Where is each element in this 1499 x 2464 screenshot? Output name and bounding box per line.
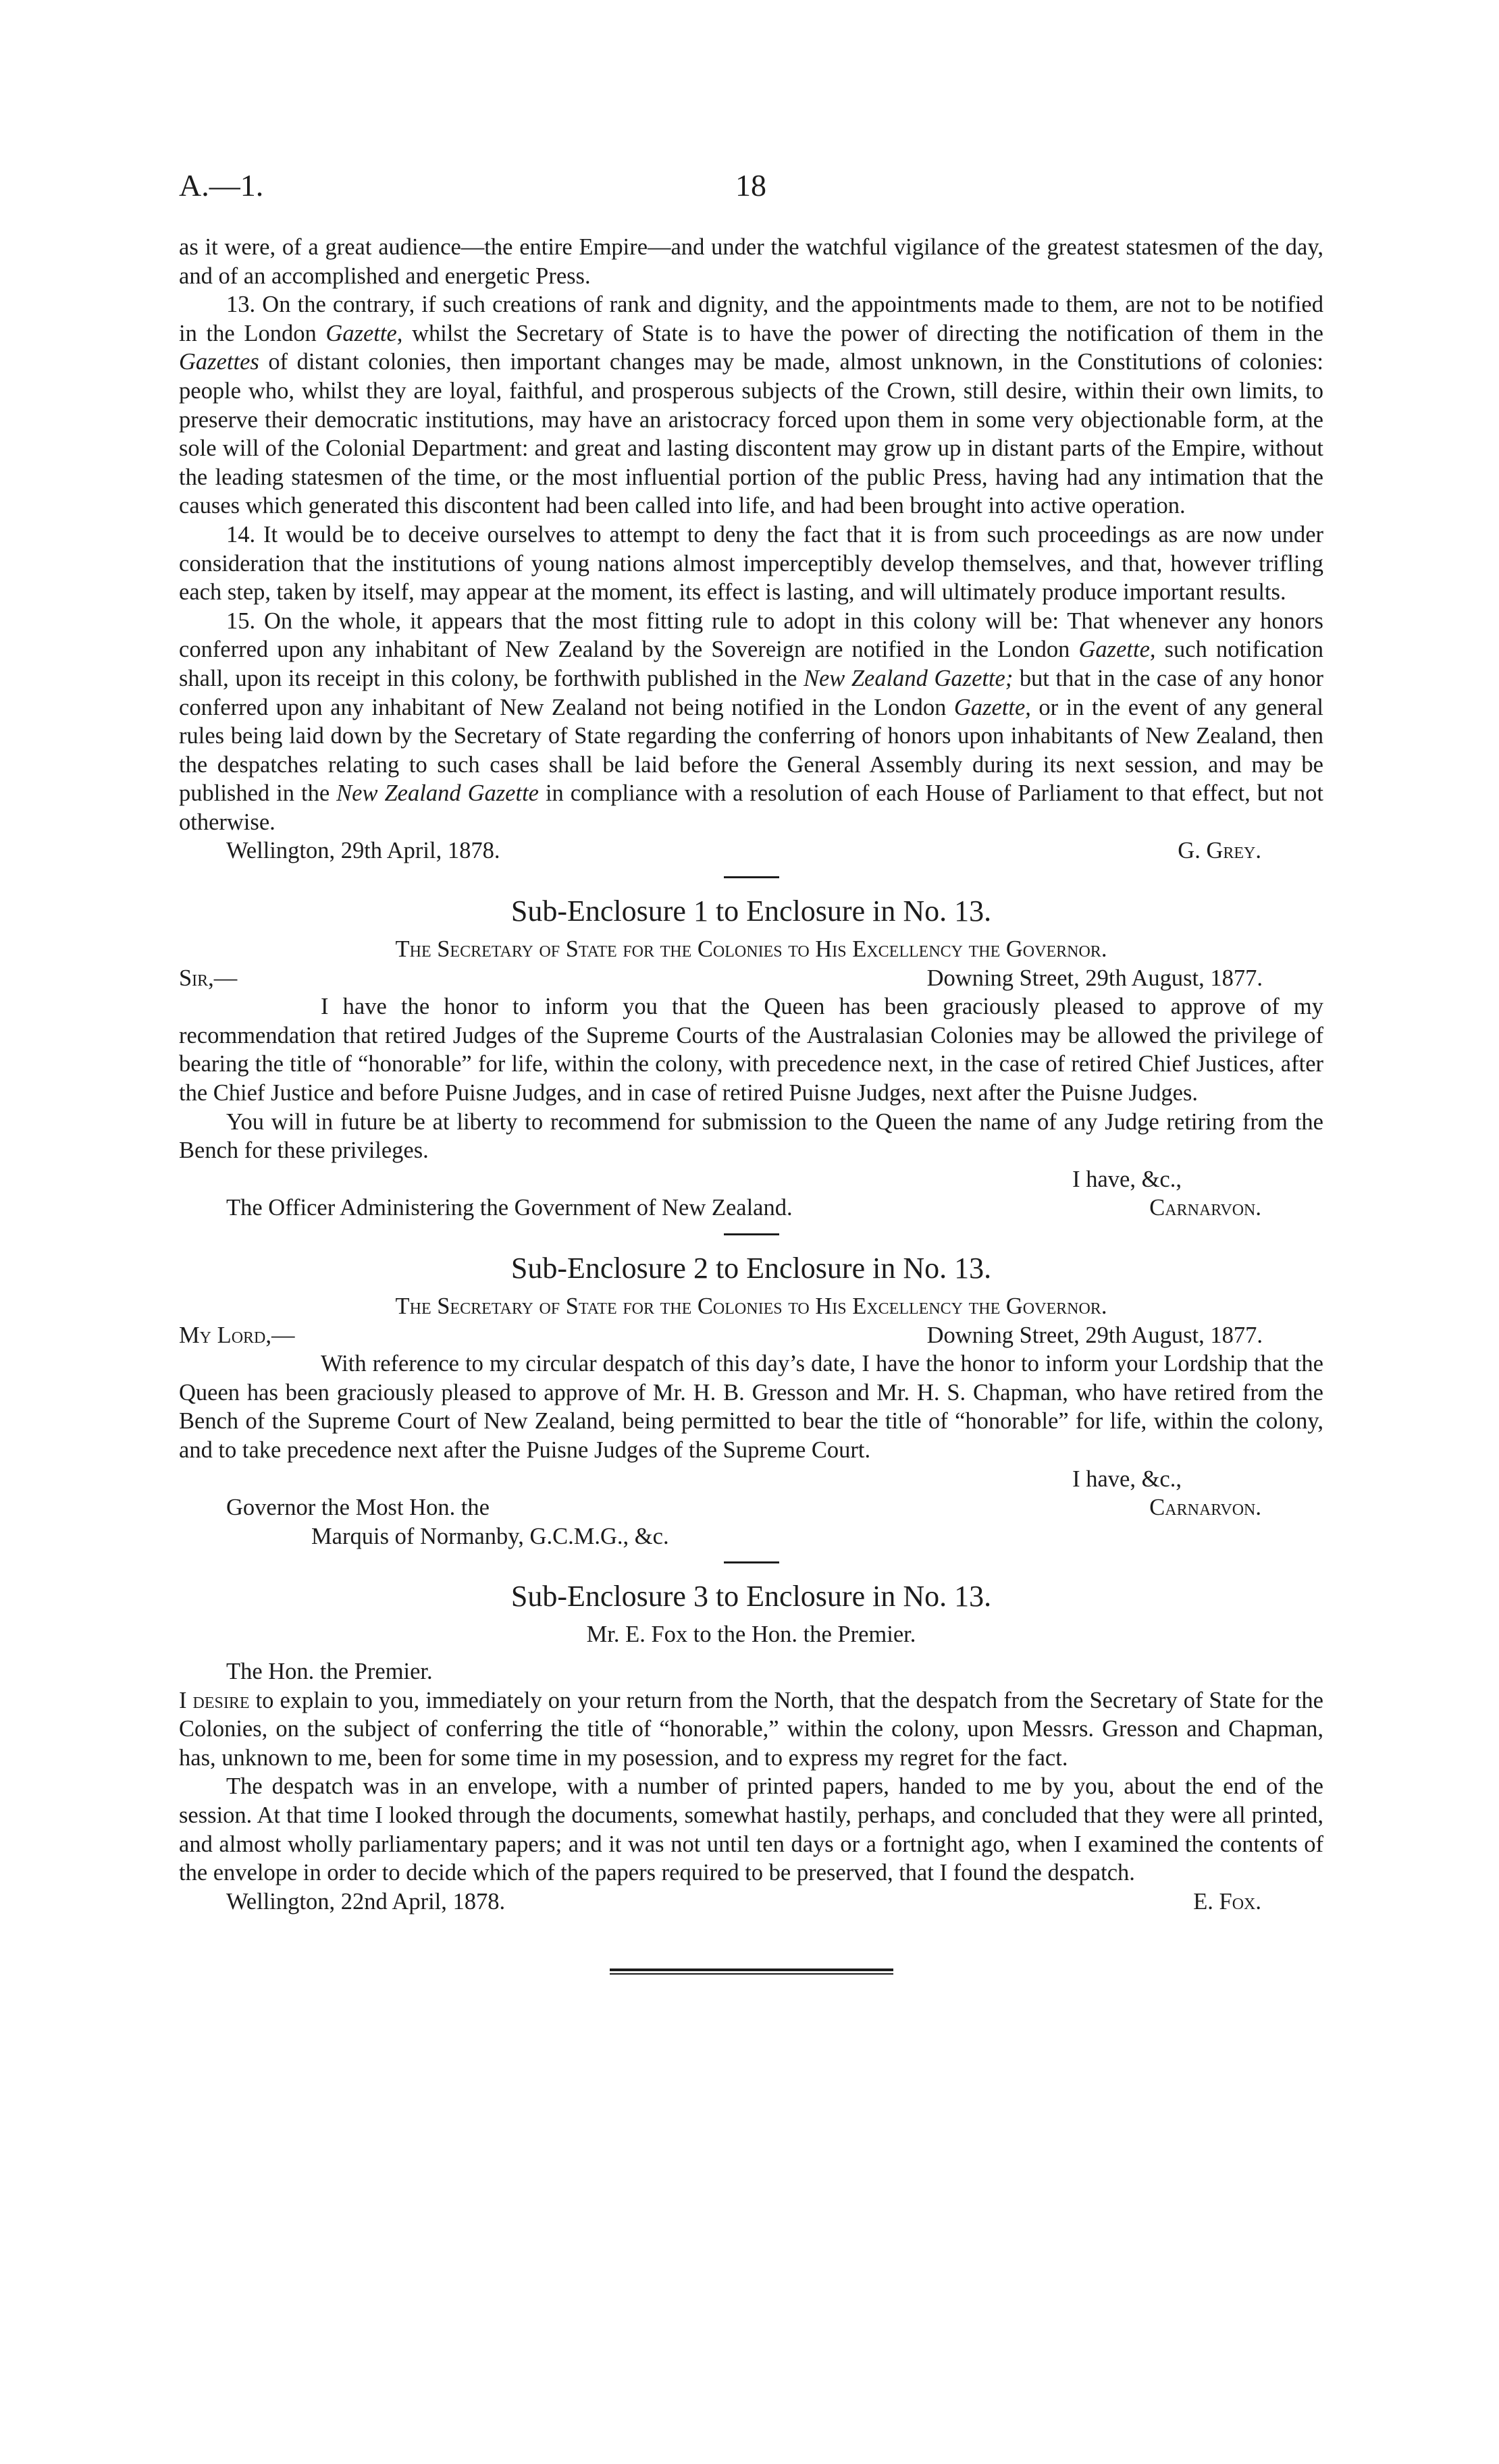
sub-enclosure-1-closing: I have, &c., — [1072, 1166, 1182, 1192]
document-reference: A.—1. — [179, 168, 264, 203]
sub-enclosure-3-dateline — [179, 1887, 1323, 1917]
sub-enclosure-2-sign-row — [179, 1493, 1323, 1522]
sub-enclosure-1-address-date: Downing Street, 29th August, 1877. — [926, 965, 1263, 991]
sub-enclosure-2-addressee-line-1: Governor the Most Hon. the — [226, 1495, 490, 1521]
sub-enclosure-1-salutation: Sir,— — [179, 965, 238, 991]
sub-enclosure-3-from-to: Mr. E. Fox to the Hon. the Premier. — [586, 1622, 916, 1648]
sub-enclosure-2-from-to: The Secretary of State for the Colonies to His Excellency the Governor. — [395, 1293, 1107, 1319]
page-header — [179, 167, 1323, 208]
section-divider — [724, 1233, 779, 1235]
memo-signature: G. Grey. — [1178, 838, 1261, 864]
sub-enclosure-2-closing: I have, &c., — [1072, 1466, 1182, 1492]
memo-place-date: Wellington, 29th April, 1878. — [226, 838, 500, 864]
sub-enclosure-2-heading: Sub-Enclosure 2 to Enclosure in No. 13. — [510, 1252, 992, 1285]
memo-dateline — [179, 836, 1323, 865]
sub-enclosure-2-salutation-row — [179, 1321, 1323, 1350]
sub-enclosure-3-paragraph-2: The despatch was in an envelope, with a number of printed papers, handed to me by you, about the end of the session. At that time I looked through the documents, somewhat hastily, perhaps, and concluded that they were all printed, and almost wholly parliamentary papers; and it was not until ten days or a fortnight ago, when I examined the contents of the envelope in order to decide which of the papers required to be preserved, that I found the despatch. — [179, 1773, 1323, 1886]
sub-enclosure-2-address-date: Downing Street, 29th August, 1877. — [926, 1322, 1263, 1348]
sub-enclosure-3-addressee: The Hon. the Premier. — [226, 1658, 433, 1684]
memo-paragraph-13: 13. On the contrary, if such creations of rank and dignity, and the appointments made to them, are not to be notified in the London Gazette, whilst the Secretary of State is to have the power of directing the notification of them in the Gazettes of distant colonies, then important changes may be made, almost unknown, in the Constitutions of colonies: people who, whilst they are loyal, faithful, and prosperous subjects of the Crown, still desire, within their own limits, to preserve their democratic institutions, may have an aristocracy forced upon them in some very objectionable form, at the sole will of the Colonial Department: and great and lasting discontent may grow up in distant parts of the Empire, without the leading statesmen of the time, or the most influential portion of the public Press, having had any intimation that the causes which generated this discontent had been called into life, and had been brought into active operation. — [179, 292, 1323, 519]
memo-paragraph-14: 14. It would be to deceive ourselves to attempt to deny the fact that it is from such proceedings as are now under consideration that the institutions of young nations almost imperceptibly develop themselves, and that, however trifling each step, taken by itself, may appear at the moment, its effect is lasting, and will ultimately produce important results. — [179, 521, 1323, 606]
memo-paragraph-continued: as it were, of a great audience—the entire Empire—and under the watchful vigilance of the greatest statesmen of the day, and of an accomplished and energetic Press. — [179, 234, 1323, 289]
sub-enclosure-3-heading: Sub-Enclosure 3 to Enclosure in No. 13. — [510, 1580, 992, 1613]
sub-enclosure-1-from-to: The Secretary of State for the Colonies to His Excellency the Governor. — [395, 936, 1107, 963]
section-divider — [724, 1561, 779, 1563]
sub-enclosure-3-place-date: Wellington, 22nd April, 1878. — [226, 1888, 506, 1914]
sub-enclosure-3-paragraph-1: I desire to explain to you, immediately on your return from the North, that the despatch from the Secretary of State for the Colonies, on the subject of conferring the title of “honorable,” within the colony, upon Messrs. Gresson and Chapman, has, unknown to me, been for some time in my posession, and to express my regret for the fact. — [179, 1687, 1323, 1771]
sub-enclosure-1-addressee: The Officer Administering the Government of New Zealand. — [226, 1195, 793, 1221]
page-body — [179, 233, 1323, 1975]
page-number: 18 — [735, 168, 766, 203]
section-divider — [724, 876, 779, 878]
sub-enclosure-1-sign-row — [179, 1194, 1323, 1223]
sub-enclosure-1-paragraph-1: I have the honor to inform you that the Queen has been graciously pleased to approve of my recommendation that retired Judges of the Supreme Courts of the Australasian Colonies may be allowed the privilege of bearing the title of “honorable” for life, within the colony, with precedence next, in the case of retired Chief Justices, after the Chief Justice and before Puisne Judges, and in case of retired Puisne Judges, next after the Puisne Judges. — [179, 994, 1323, 1106]
sub-enclosure-2-paragraph-1: With reference to my circular despatch of this day’s date, I have the honor to inform your Lordship that the Queen has been graciously pleased to approve of Mr. H. B. Gresson and Mr. H. S. Chapman, who have retired from the Bench of the Supreme Court of New Zealand, being permitted to bear the title of “honorable” for life, within the colony, and to take precedence next after the Puisne Judges of the Supreme Court. — [179, 1351, 1323, 1463]
end-rule — [610, 1968, 893, 1975]
memo-paragraph-15: 15. On the whole, it appears that the most fitting rule to adopt in this colony will be: That whenever any honors conferred upon any inhabitant of New Zealand by the Sovereign are notified in the London Gazette, such notification shall, upon its receipt in this colony, be forthwith published in the New Zealand Gazette; but that in the case of any honor conferred upon any inhabitant of New Zealand not being notified in the London Gazette, or in the event of any general rules being laid down by the Secretary of State regarding the conferring of honors upon inhabitants of New Zealand, then the despatches relating to such cases shall be laid before the General Assembly during its next session, and may be published in the New Zealand Gazette in compliance with a resolution of each House of Parliament to that effect, but not otherwise. — [179, 608, 1323, 835]
sub-enclosure-2-salutation: My Lord,— — [179, 1322, 295, 1348]
sub-enclosure-1-signature: Carnarvon. — [1149, 1195, 1261, 1221]
sub-enclosure-2-addressee-line-2: Marquis of Normanby, G.C.M.G., &c. — [311, 1523, 669, 1549]
sub-enclosure-1-paragraph-2: You will in future be at liberty to recommend for submission to the Queen the name of any Judge retiring from the Bench for these privileges. — [179, 1108, 1323, 1164]
sub-enclosure-1-salutation-row — [179, 964, 1323, 993]
sub-enclosure-1-heading: Sub-Enclosure 1 to Enclosure in No. 13. — [510, 894, 992, 928]
sub-enclosure-3-signature: E. Fox. — [1193, 1888, 1261, 1914]
sub-enclosure-2-signature: Carnarvon. — [1149, 1495, 1261, 1521]
